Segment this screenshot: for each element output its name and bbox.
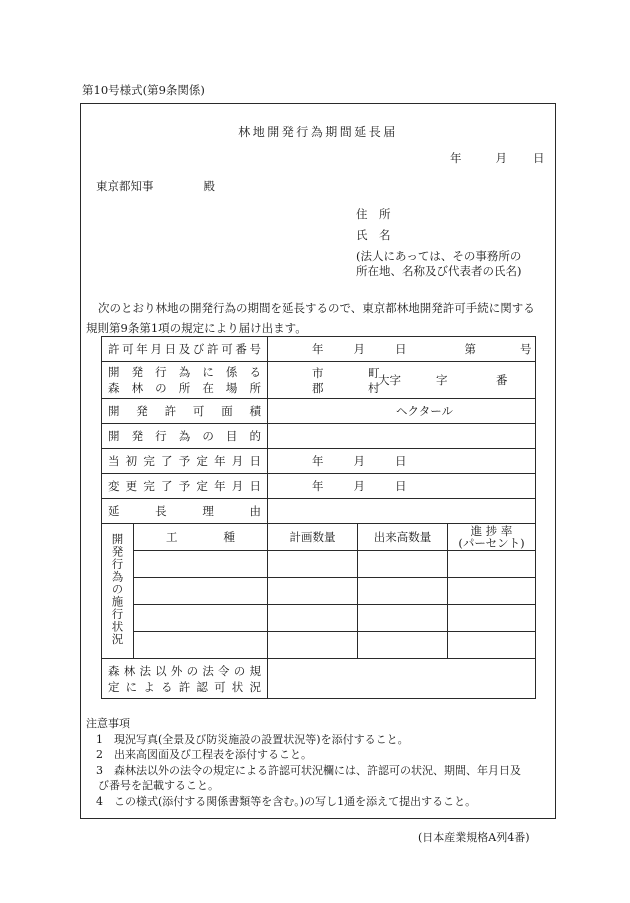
loc-oaza: 大字 [378,373,401,387]
permit-go: 号 [520,342,532,356]
reason-label: 延長理由 [102,499,268,524]
loc-gun: 郡 [312,381,324,395]
row-status-header [102,524,536,551]
other-law-label [102,659,268,699]
area-unit: ヘクタール [396,404,454,418]
status-kind-cell[interactable] [134,632,268,659]
date-month: 月 [495,151,507,165]
intro-line-2: 規則第9条第1項の規定により届け出ます。 [86,321,307,335]
intro-paragraph [86,298,548,338]
row-other-law [102,659,536,699]
status-row [102,605,536,632]
permit-date-value[interactable] [268,337,536,362]
reason-value[interactable] [268,499,536,524]
permit-dai: 第 [464,342,476,356]
addressee-name: 東京都知事 [96,179,154,193]
form-title: 林地開発行為期間延長届 [238,125,398,139]
status-done-cell[interactable] [358,551,448,578]
permit-date-label: 許可年月日及び許可番号 [102,337,268,362]
status-planned-cell[interactable] [268,551,358,578]
area-label: 開発許可面積 [102,399,268,424]
applicant-note-line2: 所在地、名称及び代表者の氏名) [356,264,522,278]
note-4: 4 この様式(添付する関係書類等を含む。)の写し1通を添えて提出すること。 [96,794,477,808]
loc-aza: 字 [436,373,448,387]
col-kind: 工 種 [134,524,268,551]
note-3a: 3 森林法以外の法令の規定による許認可状況欄には、許認可の状況、期間、年月日及 [96,763,521,777]
note-3b: び番号を記載すること。 [98,779,219,792]
row-location [102,362,536,399]
status-planned-cell[interactable] [268,632,358,659]
changed-year: 年 [312,479,324,493]
col-progress [448,524,536,551]
col-progress-line1: 進 捗 率 [470,524,513,538]
purpose-label: 開発行為の目的 [102,424,268,449]
permit-day: 日 [395,342,407,356]
col-planned: 計画数量 [268,524,358,551]
location-label [102,362,268,399]
notes-section [86,716,550,809]
status-progress-cell[interactable] [448,632,536,659]
date-year: 年 [450,151,462,165]
status-row [102,551,536,578]
notes-heading: 注意事項 [86,717,130,730]
other-law-line1: 森林法以外の法令の規 [108,663,261,678]
status-planned-cell[interactable] [268,578,358,605]
location-value[interactable] [268,362,536,399]
status-kind-cell[interactable] [134,605,268,632]
note-2: 2 出来高図面及び工程表を添付すること。 [96,748,312,761]
status-progress-cell[interactable] [448,578,536,605]
note-1: 1 現況写真(全景及び防災施設の設置状況等)を添付すること。 [96,732,409,746]
status-vertical-text: 開発行為の施行状況 [110,533,125,646]
row-permit-date [102,337,536,362]
loc-mura: 村 [368,381,380,395]
changed-date-label: 変更完了予定年月日 [102,474,268,499]
status-row [102,578,536,605]
status-kind-cell[interactable] [134,551,268,578]
status-vertical-label [102,524,134,659]
initial-date-label: 当初完了予定年月日 [102,449,268,474]
row-changed-date [102,474,536,499]
date-day: 日 [533,151,545,165]
row-initial-date [102,449,536,474]
status-row [102,632,536,659]
jis-footer: (日本産業規格A列4番) [418,831,530,844]
location-label-line2: 森林の所在場所 [108,381,261,395]
status-done-cell[interactable] [358,632,448,659]
changed-month: 月 [353,479,365,493]
location-label-line1: 開発行為に係る [108,365,261,379]
permit-year: 年 [312,342,324,356]
addressee [96,178,215,194]
col-progress-line2: (パーセント) [458,536,525,550]
status-planned-cell[interactable] [268,605,358,632]
status-progress-cell[interactable] [448,605,536,632]
row-reason [102,499,536,524]
applicant-name-label: 氏 名 [356,228,391,242]
changed-day: 日 [395,479,407,493]
other-law-value[interactable] [268,659,536,699]
initial-date-value[interactable] [268,449,536,474]
loc-machi: 町 [368,366,380,380]
changed-date-value[interactable] [268,474,536,499]
status-done-cell[interactable] [358,605,448,632]
permit-month: 月 [353,342,365,356]
status-done-cell[interactable] [358,578,448,605]
addressee-honorific: 殿 [203,179,215,193]
submission-date [450,150,545,166]
application-table [101,336,536,699]
row-area [102,399,536,424]
loc-shi: 市 [312,366,324,380]
initial-year: 年 [312,454,324,468]
applicant-address-label: 住 所 [356,207,391,221]
area-value[interactable] [268,399,536,424]
loc-ban: 番 [496,373,508,387]
purpose-value[interactable] [268,424,536,449]
row-purpose [102,424,536,449]
other-law-line2: 定による許認可状況 [108,679,261,694]
form-number-label: 第10号様式(第9条関係) [82,83,205,97]
status-kind-cell[interactable] [134,578,268,605]
initial-month: 月 [353,454,365,468]
applicant-note-line1: (法人にあっては、その事務所の [356,249,522,263]
initial-day: 日 [395,454,407,468]
intro-line-1: 次のとおり林地の開発行為の期間を延長するので、東京都林地開発許可手続に関する [98,301,535,315]
col-done: 出来高数量 [358,524,448,551]
status-progress-cell[interactable] [448,551,536,578]
